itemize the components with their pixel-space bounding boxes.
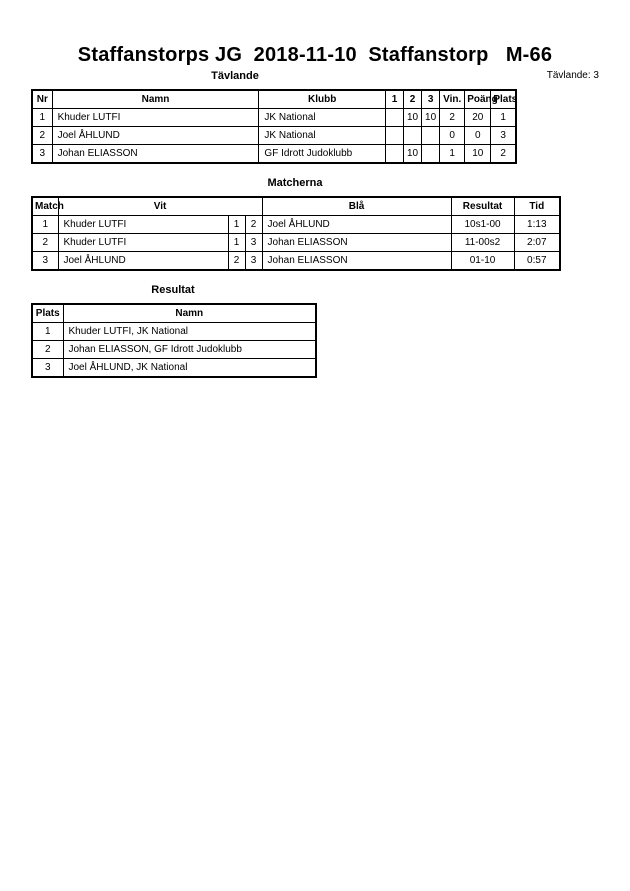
col-wins: Vin.: [440, 90, 465, 109]
col-nr: Nr: [32, 90, 52, 109]
col-name: Namn: [52, 90, 259, 109]
cell-place: 1: [491, 109, 516, 127]
cell-points: 10: [465, 145, 491, 164]
cell-name: Joel ÅHLUND: [52, 127, 259, 145]
cell-match: 1: [32, 216, 58, 234]
cell-white-nr: 2: [228, 252, 245, 271]
cell-points: 20: [465, 109, 491, 127]
cell-nr: 1: [32, 109, 52, 127]
cell-time: 0:57: [514, 252, 560, 271]
cell-points: 0: [465, 127, 491, 145]
col-match-3: 3: [422, 90, 440, 109]
col-time: Tid: [514, 197, 560, 216]
cell-club: JK National: [259, 127, 386, 145]
results-table: [31, 303, 317, 378]
cell-score: [385, 109, 403, 127]
competitors-heading: Tävlande: [211, 70, 259, 82]
col-match: Match: [32, 197, 58, 216]
col-white: Vit: [58, 197, 262, 216]
table-row: [32, 127, 516, 145]
cell-match: 3: [32, 252, 58, 271]
cell-white: Khuder LUTFI: [58, 234, 228, 252]
table-row: [32, 252, 560, 271]
cell-nr: 3: [32, 145, 52, 164]
cell-blue-nr: 3: [245, 234, 262, 252]
results-header-row: [32, 304, 316, 323]
col-name: Namn: [63, 304, 316, 323]
cell-white-nr: 1: [228, 234, 245, 252]
table-row: [32, 359, 316, 378]
cell-name: Johan ELIASSON: [52, 145, 259, 164]
cell-wins: 0: [440, 127, 465, 145]
matches-heading: Matcherna: [267, 177, 323, 189]
cell-place: 2: [491, 145, 516, 164]
cell-match: 2: [32, 234, 58, 252]
cell-white: Joel ÅHLUND: [58, 252, 228, 271]
competitors-count: Tävlande: 3: [546, 70, 599, 81]
col-match-1: 1: [385, 90, 403, 109]
cell-club: JK National: [259, 109, 386, 127]
cell-result: 11-00s2: [451, 234, 514, 252]
col-place: Plats: [491, 90, 516, 109]
table-row: [32, 341, 316, 359]
competitors-table: [31, 89, 517, 164]
competitors-header-row: [32, 90, 516, 109]
cell-nr: 2: [32, 127, 52, 145]
cell-result: 01-10: [451, 252, 514, 271]
cell-score: [404, 127, 422, 145]
cell-white: Khuder LUTFI: [58, 216, 228, 234]
cell-score: [422, 145, 440, 164]
cell-white-nr: 1: [228, 216, 245, 234]
col-club: Klubb: [259, 90, 386, 109]
cell-place: 3: [32, 359, 63, 378]
table-row: [32, 323, 316, 341]
cell-club: GF Idrott Judoklubb: [259, 145, 386, 164]
col-blue: Blå: [262, 197, 451, 216]
cell-score: [422, 127, 440, 145]
col-place: Plats: [32, 304, 63, 323]
cell-place: 2: [32, 341, 63, 359]
table-row: [32, 109, 516, 127]
cell-wins: 1: [440, 145, 465, 164]
table-row: [32, 145, 516, 164]
cell-name: Khuder LUTFI: [52, 109, 259, 127]
col-match-2: 2: [404, 90, 422, 109]
col-result: Resultat: [451, 197, 514, 216]
table-row: [32, 216, 560, 234]
cell-blue: Johan ELIASSON: [262, 252, 451, 271]
cell-place: 3: [491, 127, 516, 145]
cell-name-club: Johan ELIASSON, GF Idrott Judoklubb: [63, 341, 316, 359]
cell-time: 1:13: [514, 216, 560, 234]
cell-blue-nr: 3: [245, 252, 262, 271]
cell-name-club: Joel ÅHLUND, JK National: [63, 359, 316, 378]
cell-score: 10: [404, 109, 422, 127]
matches-table: [31, 196, 561, 271]
cell-score: 10: [404, 145, 422, 164]
cell-name-club: Khuder LUTFI, JK National: [63, 323, 316, 341]
cell-score: [385, 127, 403, 145]
cell-wins: 2: [440, 109, 465, 127]
page-title: Staffanstorps JG 2018-11-10 Staffanstorp M-66: [77, 44, 553, 66]
cell-blue: Joel ÅHLUND: [262, 216, 451, 234]
cell-score: 10: [422, 109, 440, 127]
cell-time: 2:07: [514, 234, 560, 252]
results-heading: Resultat: [151, 284, 195, 296]
cell-place: 1: [32, 323, 63, 341]
cell-blue-nr: 2: [245, 216, 262, 234]
col-points: Poäng: [465, 90, 491, 109]
cell-score: [385, 145, 403, 164]
cell-blue: Johan ELIASSON: [262, 234, 451, 252]
table-row: [32, 234, 560, 252]
cell-result: 10s1-00: [451, 216, 514, 234]
matches-header-row: [32, 197, 560, 216]
